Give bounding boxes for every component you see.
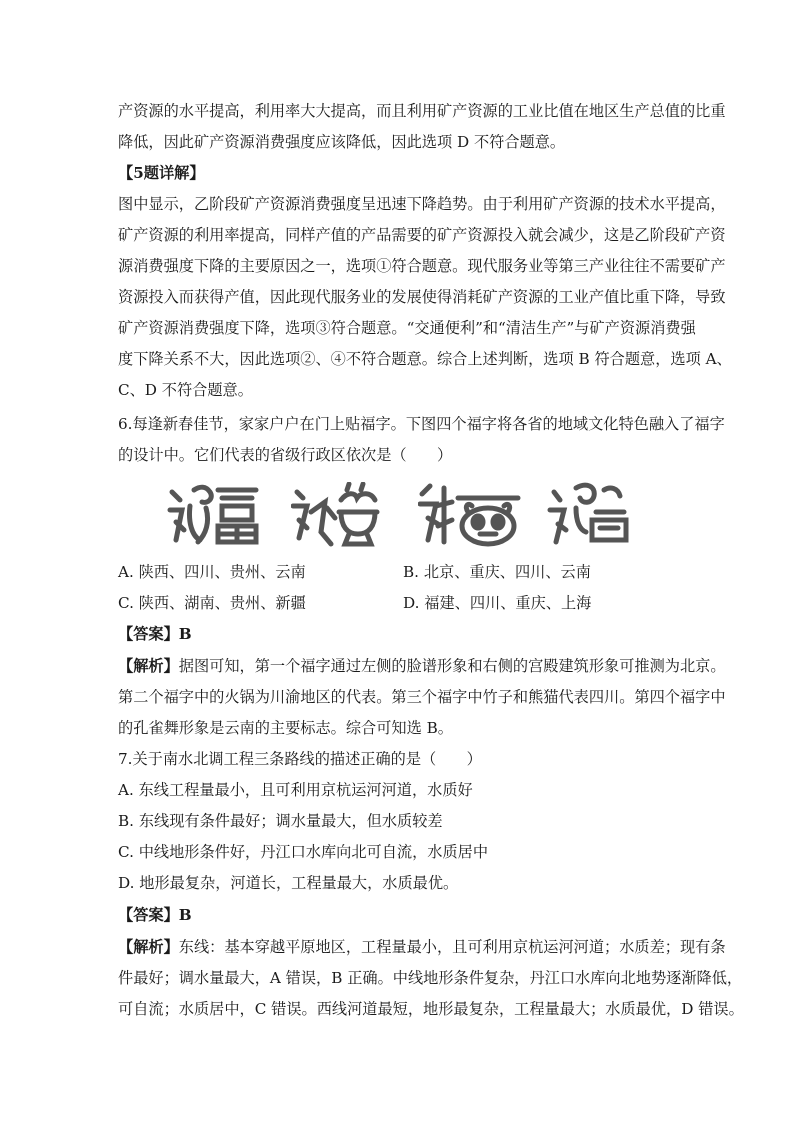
prev-explanation-line-1: 产资源的水平提高，利用率大大提高，而且利用矿产资源的工业比值在地区生产总值的比重 <box>118 102 726 120</box>
q5-detail-line: 矿产资源消费强度下降，选项③符合题意。“交通便利”和“清洁生产”与矿产资源消费强 <box>118 319 696 337</box>
q7-option-b: B. 东线现有条件最好；调水量最大，但水质较差 <box>118 812 443 830</box>
q7-analysis-label: 【解析】 <box>118 938 179 956</box>
q6-stem-line-1: 6.每逢新春佳节，家家户户在门上贴福字。下图四个福字将各省的地域文化特色融入了福字 <box>118 415 725 433</box>
q5-detail-line: 度下降关系不大，因此选项②、④不符合题意。综合上述判断，选项 B 符合题意，选项 A、 <box>118 350 732 368</box>
q7-analysis-line-1 <box>118 937 726 957</box>
fu-character-beijing-image <box>166 482 261 548</box>
fu-character-sichuan-image <box>418 482 523 548</box>
q5-detail-line: 矿产资源的利用率提高，同样产值的产品需要的矿产资源投入就会减少，这是乙阶段矿产资 <box>118 226 726 244</box>
q7-option-c: C. 中线地形条件好，丹江口水库向北可自流，水质居中 <box>118 843 489 861</box>
q6-option-c: C. 陕西、湖南、贵州、新疆 <box>118 594 306 612</box>
q7-analysis-line-2: 件最好；调水量最大，A 错误，B 正确。中线地形条件复杂，丹江口水库向北地势逐渐降低， <box>118 969 743 987</box>
fu-characters-figure <box>166 482 631 548</box>
q7-analysis-text: 东线：基本穿越平原地区，工程量最小，且可利用京杭运河河道；水质差；现有条 <box>178 938 726 956</box>
q6-analysis-line-2: 第二个福字中的火锅为川渝地区的代表。第三个福字中竹子和熊猫代表四川。第四个福字中 <box>118 688 726 706</box>
q6-stem-line-2: 的设计中。它们代表的省级行政区依次是（ ） <box>118 446 453 464</box>
q6-analysis-text: 据图可知，第一个福字通过左侧的脸谱形象和右侧的宫殿建筑形象可推测为北京。 <box>178 657 726 675</box>
q6-answer: 【答案】B <box>118 625 192 643</box>
q5-detail-line: 源消费强度下降的主要原因之一，选项①符合题意。现代服务业等第三产业往往不需要矿产 <box>118 257 726 275</box>
q5-detail-line: 图中显示，乙阶段矿产资源消费强度呈迅速下降趋势。由于利用矿产资源的技术水平提高， <box>118 195 726 213</box>
prev-explanation-line-2: 降低，因此矿产资源消费强度应该降低，因此选项 D 不符合题意。 <box>118 133 566 151</box>
q6-analysis-label: 【解析】 <box>118 657 179 675</box>
q6-option-d: D. 福建、四川、重庆、上海 <box>403 594 592 612</box>
q6-option-b: B. 北京、重庆、四川、云南 <box>403 563 591 581</box>
fu-character-chongqing-image <box>291 482 381 548</box>
q5-detail-line: C、D 不符合题意。 <box>118 381 253 399</box>
q6-analysis-line-3: 的孔雀舞形象是云南的主要标志。综合可知选 B。 <box>118 719 453 737</box>
q5-detail-heading: 【5题详解】 <box>118 164 205 182</box>
q7-analysis-line-3: 可自流；水质居中，C 错误。西线河道最短，地形最复杂，工程量最大；水质最优，D 错误。 <box>118 1000 744 1018</box>
q7-stem: 7.关于南水北调工程三条路线的描述正确的是（ ） <box>118 750 482 768</box>
q7-option-d: D. 地形最复杂，河道长，工程量最大，水质最优。 <box>118 874 459 892</box>
fu-character-yunnan-image <box>546 482 631 548</box>
q5-detail-line: 资源投入而获得产值，因此现代服务业的发展使得消耗矿产资源的工业产值比重下降，导致 <box>118 288 726 306</box>
q6-analysis-line-1 <box>118 656 726 676</box>
q7-option-a: A. 东线工程量最小，且可利用京杭运河河道，水质好 <box>118 781 473 799</box>
q7-answer: 【答案】B <box>118 906 192 924</box>
q6-option-a: A. 陕西、四川、贵州、云南 <box>118 563 306 581</box>
